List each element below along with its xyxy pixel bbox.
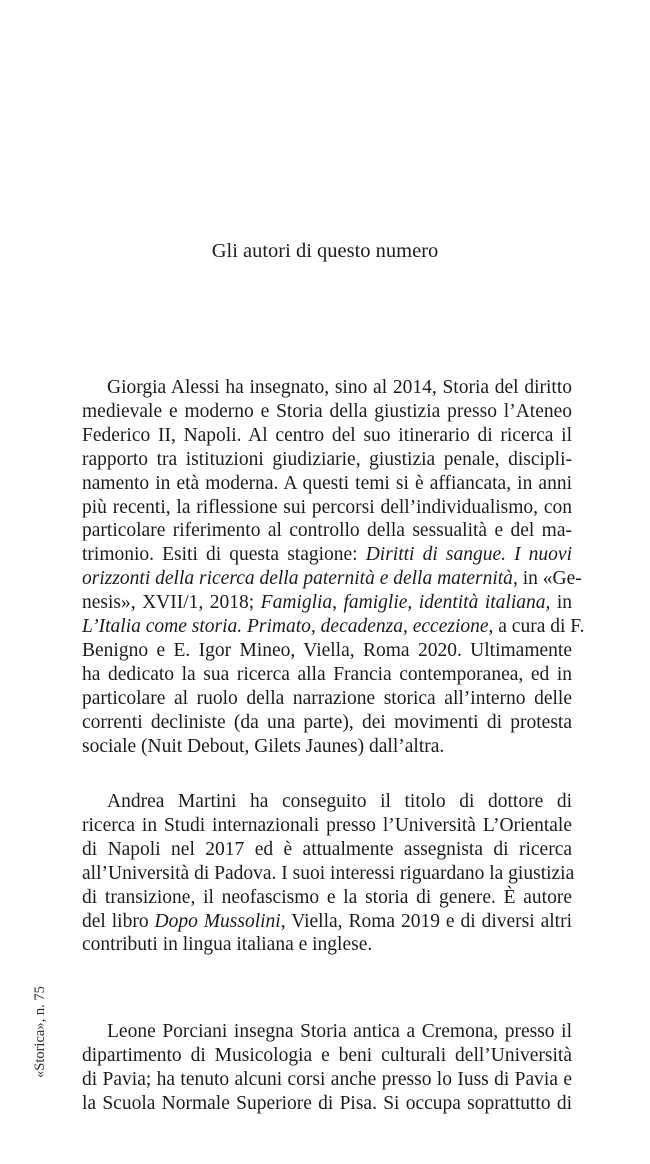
text-line: Benigno e E. Igor Mineo, Viella, Roma 2020. Ultimamente bbox=[82, 639, 572, 661]
text-line: rapporto tra istituzioni giudiziarie, giustizia penale, discipli- bbox=[82, 448, 572, 470]
text-run: del libro bbox=[82, 910, 149, 932]
text-run: , in «Ge- bbox=[512, 568, 582, 590]
text-line: contributi in lingua italiana e inglese. bbox=[82, 934, 373, 956]
text-run: trimonio. Esiti di questa stagione: bbox=[82, 544, 358, 566]
page-title: Gli autori di questo numero bbox=[211, 240, 439, 262]
text-line bbox=[82, 591, 572, 615]
journal-issue-label: «Storica», n. 75 bbox=[32, 986, 48, 1078]
book-title: Dopo Mussolini bbox=[154, 910, 281, 932]
text-line: correnti decliniste (da una parte), dei movimenti di protesta bbox=[82, 711, 572, 733]
book-title: Diritti di sangue. I nuovi bbox=[365, 544, 572, 566]
text-line: più recenti, la riflessione sui percorsi dell’individualismo, con bbox=[82, 496, 572, 518]
text-line: di Pavia; ha tenuto alcuni corsi anche presso lo Iuss di Pavia e bbox=[82, 1068, 572, 1090]
text-run: nesis», XVII/1, 2018; bbox=[82, 592, 255, 614]
text-line: Leone Porciani insegna Storia antica a Cremona, presso il bbox=[107, 1021, 572, 1042]
text-line: medievale e moderno e Storia della giustizia presso l’Ateneo bbox=[82, 400, 572, 422]
text-line: particolare al ruolo della narrazione storica all’interno delle bbox=[82, 687, 572, 709]
text-run: , Viella, Roma 2019 e di diversi altri bbox=[280, 910, 573, 932]
text-line: all’Università di Padova. I suoi interessi riguardano la giustizia bbox=[82, 862, 575, 884]
text-line: Andrea Martini ha conseguito il titolo di dottore di bbox=[107, 791, 572, 812]
text-line: di Napoli nel 2017 ed è attualmente assegnista di ricerca bbox=[82, 838, 572, 860]
text-line: namento in età moderna. A questi temi si è affiancata, in anni bbox=[82, 472, 572, 494]
text-line bbox=[82, 567, 582, 591]
text-line bbox=[82, 615, 585, 639]
text-line: di transizione, il neofascismo e la storia di genere. È autore bbox=[82, 886, 572, 908]
book-title: orizzonti della ricerca della paternità e della maternità bbox=[82, 568, 513, 590]
text-line: ha dedicato la sua ricerca alla Francia contemporanea, ed in bbox=[82, 663, 572, 685]
text-run: , a cura di F. bbox=[488, 616, 585, 638]
text-line: particolare riferimento al controllo della sessualità e del ma- bbox=[82, 520, 572, 542]
bio-andrea-martini bbox=[82, 790, 575, 957]
text-line: la Scuola Normale Superiore di Pisa. Si occupa soprattutto di bbox=[82, 1092, 572, 1114]
book-title: L’Italia come storia. Primato, decadenza, eccezione bbox=[82, 616, 489, 638]
text-line: sociale (Nuit Debout, Gilets Jaunes) dall’altra. bbox=[82, 735, 445, 757]
bio-giorgia-alessi bbox=[82, 376, 585, 759]
text-line: ricerca in Studi internazionali presso l’Università L’Orientale bbox=[82, 814, 572, 836]
bio-leone-porciani bbox=[82, 1020, 572, 1116]
text-line: Federico II, Napoli. Al centro del suo itinerario di ricerca il bbox=[82, 424, 572, 446]
text-run: in bbox=[556, 592, 573, 614]
text-line bbox=[82, 543, 572, 567]
text-line: Giorgia Alessi ha insegnato, sino al 2014, Storia del diritto bbox=[107, 377, 572, 398]
text-line bbox=[82, 910, 572, 934]
text-line: dipartimento di Musicologia e beni culturali dell’Università bbox=[82, 1044, 572, 1066]
article-title: Famiglia, famiglie, identità italiana, bbox=[260, 592, 551, 614]
